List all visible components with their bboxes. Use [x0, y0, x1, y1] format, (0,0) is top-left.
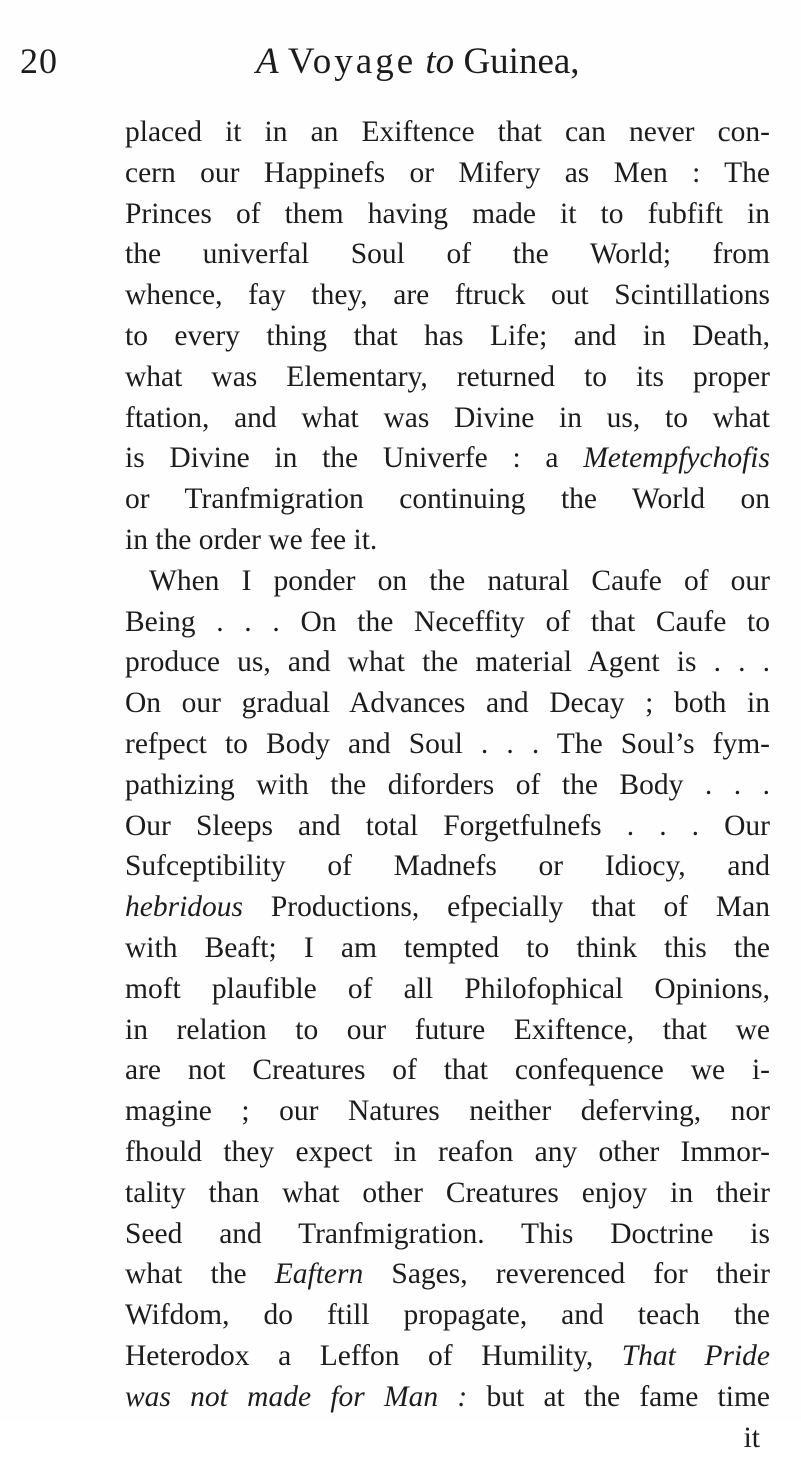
line-text: what was Elementary, returned to its proper	[125, 361, 770, 393]
text-line	[125, 1377, 770, 1418]
catchword	[125, 1418, 770, 1458]
line-text: pathizing with the diforders of the Body . . .	[125, 769, 770, 801]
text-line	[125, 1295, 770, 1336]
text-line	[125, 194, 770, 235]
line-text: moft plaufible of all Philofophical Opinions,	[125, 973, 770, 1005]
line-text: Productions, efpecially that of Man	[243, 891, 770, 923]
text-line	[125, 357, 770, 398]
body-text	[125, 112, 770, 1458]
line-text: fhould they expect in reafon any other Immor-	[125, 1136, 770, 1168]
line-text: to every thing that has Life; and in Death,	[125, 320, 770, 352]
line-text: placed it in an Exiftence that can never con-	[125, 116, 770, 148]
line-text: Sages, reverenced for their	[363, 1258, 770, 1290]
line-text: tality than what other Creatures enjoy in their	[125, 1177, 770, 1209]
line-text: in relation to our future Exiftence, that we	[125, 1014, 770, 1046]
line-text: On our gradual Advances and Decay ; both in	[125, 687, 770, 719]
italic-quote: was not made for Man :	[125, 1381, 467, 1413]
text-line	[125, 438, 770, 479]
italic-quote: That Pride	[622, 1340, 770, 1372]
line-text: refpect to Body and Soul . . . The Soul’s fym-	[125, 728, 770, 760]
line-text: cern our Happinefs or Mifery as Men : The	[125, 157, 770, 189]
line-text: what the	[125, 1258, 275, 1290]
text-line	[125, 1010, 770, 1051]
line-text: Our Sleeps and total Forgetfulnefs . . . Our	[125, 810, 770, 842]
line-text: ftation, and what was Divine in us, to what	[125, 402, 770, 434]
italic-term-hebridous: hebridous	[125, 891, 243, 923]
text-line	[125, 479, 770, 520]
title-place: Guinea,	[463, 41, 579, 82]
title-article: A	[256, 41, 279, 82]
paragraph-first-line	[125, 561, 770, 602]
line-text: whence, fay they, are ftruck out Scintillations	[125, 279, 770, 311]
line-text: Being . . . On the Neceffity of that Caufe to	[125, 606, 770, 638]
line-text: the univerfal Soul of the World; from	[125, 238, 770, 270]
running-head	[0, 40, 801, 100]
text-line	[125, 806, 770, 847]
text-line	[125, 398, 770, 439]
line-text: Wifdom, do ftill propagate, and teach the	[125, 1299, 770, 1331]
text-line	[125, 1173, 770, 1214]
text-line	[125, 520, 770, 561]
line-text: in the order we fee it.	[125, 524, 377, 556]
text-line	[125, 969, 770, 1010]
italic-term-metempsychosis: Metempfychofis	[583, 442, 770, 474]
text-line	[125, 153, 770, 194]
running-title	[256, 40, 580, 83]
line-text: with Beaft; I am tempted to think this the	[125, 932, 770, 964]
title-preposition: to	[425, 41, 454, 82]
text-line	[125, 724, 770, 765]
line-text: magine ; our Natures neither deferving, nor	[125, 1095, 770, 1127]
text-line	[125, 1336, 770, 1377]
text-line	[125, 1132, 770, 1173]
text-line	[125, 1091, 770, 1132]
text-line	[125, 1254, 770, 1295]
text-line	[125, 234, 770, 275]
text-line	[125, 642, 770, 683]
page-number: 20	[20, 40, 58, 82]
italic-term-eastern: Eaftern	[275, 1258, 364, 1290]
line-text: produce us, and what the material Agent is . . .	[125, 646, 770, 678]
text-line	[125, 1050, 770, 1091]
line-text: is Divine in the Univerfe : a	[125, 442, 583, 474]
text-line	[125, 683, 770, 724]
text-line	[125, 602, 770, 643]
line-text: or Tranfmigration continuing the World on	[125, 483, 770, 515]
text-line	[125, 765, 770, 806]
text-line	[125, 112, 770, 153]
line-text: Heterodox a Leffon of Humility,	[125, 1340, 622, 1372]
line-text: Sufceptibility of Madnefs or Idiocy, and	[125, 850, 770, 882]
text-line	[125, 1214, 770, 1255]
text-line	[125, 887, 770, 928]
line-text: but at the fame time	[467, 1381, 770, 1413]
line-text: are not Creatures of that confequence we i-	[125, 1054, 770, 1086]
title-word: Voyage	[288, 41, 416, 82]
text-line	[125, 846, 770, 887]
catchword-text: it	[744, 1422, 760, 1454]
text-line	[125, 275, 770, 316]
line-text: When I ponder on the natural Caufe of our	[149, 565, 770, 597]
text-line	[125, 928, 770, 969]
text-line	[125, 316, 770, 357]
line-text: Seed and Tranfmigration. This Doctrine is	[125, 1218, 770, 1250]
line-text: Princes of them having made it to fubfift in	[125, 198, 770, 230]
